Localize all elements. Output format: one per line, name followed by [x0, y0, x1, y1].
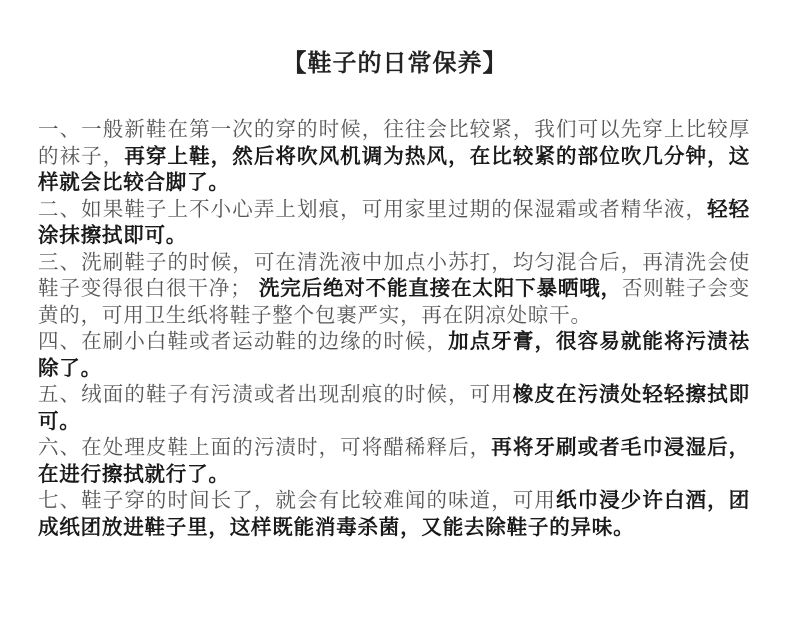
paragraph-5-text-2: 橡皮在污渍处轻轻擦拭即可。: [38, 382, 750, 433]
paragraph-4-text-1: 四、在刷小白鞋或者运动鞋的边缘的时候，: [38, 329, 449, 353]
paragraph-2: [38, 196, 750, 249]
paragraph-1: [38, 116, 750, 196]
document-title: 【鞋子的日常保养】: [282, 49, 508, 77]
paragraph-1-text-2: 再穿上鞋，然后将吹风机调为热风，在比较紧的部位吹几分钟，这样就会比较合脚了。: [38, 143, 750, 194]
paragraph-2-text-2: 轻轻涂抹擦拭即可。: [38, 196, 750, 247]
paragraph-7-text-1: 七、鞋子穿的时间长了，就会有比较难闻的味道，可用: [38, 488, 557, 512]
paragraph-7: [38, 487, 750, 540]
paragraph-6-text-1: 六、在处理皮鞋上面的污渍时，可将醋稀释后，: [38, 435, 492, 459]
paragraph-4-text-2: 加点牙膏，很容易就能将污渍祛除了。: [38, 329, 751, 380]
paragraph-1-text-1: 一、一般新鞋在第一次的穿的时候，往往会比较紧，我们可以先穿上比较厚的袜子，: [38, 117, 750, 168]
paragraph-2-text-1: 二、如果鞋子上不小心弄上划痕，可用家里过期的保湿霜或者精华液，: [38, 196, 708, 221]
paragraph-5: [38, 381, 750, 434]
paragraph-3-text-3: 否则鞋子会变黄的，可用卫生纸将鞋子整个包裹严实，再在阴凉处晾干。: [38, 276, 750, 327]
paragraph-7-text-2: 纸巾浸少许白酒，团成纸团放进鞋子里，这样既能消毒杀菌，又能去除鞋子的异味。: [38, 488, 751, 539]
document-body: [38, 116, 750, 540]
paragraph-4: [38, 328, 750, 381]
paragraph-3: [38, 249, 750, 329]
paragraph-6: [38, 434, 750, 487]
paragraph-5-text-1: 五、绒面的鞋子有污渍或者出现刮痕的时候，可用: [38, 382, 513, 406]
paragraph-3-text-2: 洗完后绝对不能直接在太阳下暴晒哦，: [258, 276, 622, 300]
paragraph-6-text-2: 再将牙刷或者毛巾浸湿后，在进行擦拭就行了。: [38, 435, 750, 486]
paragraph-3-text-1: 三、洗刷鞋子的时候，可在清洗液中加点小苏打，均匀混合后，再清洗会使鞋子变得很白很干净；: [38, 249, 750, 300]
